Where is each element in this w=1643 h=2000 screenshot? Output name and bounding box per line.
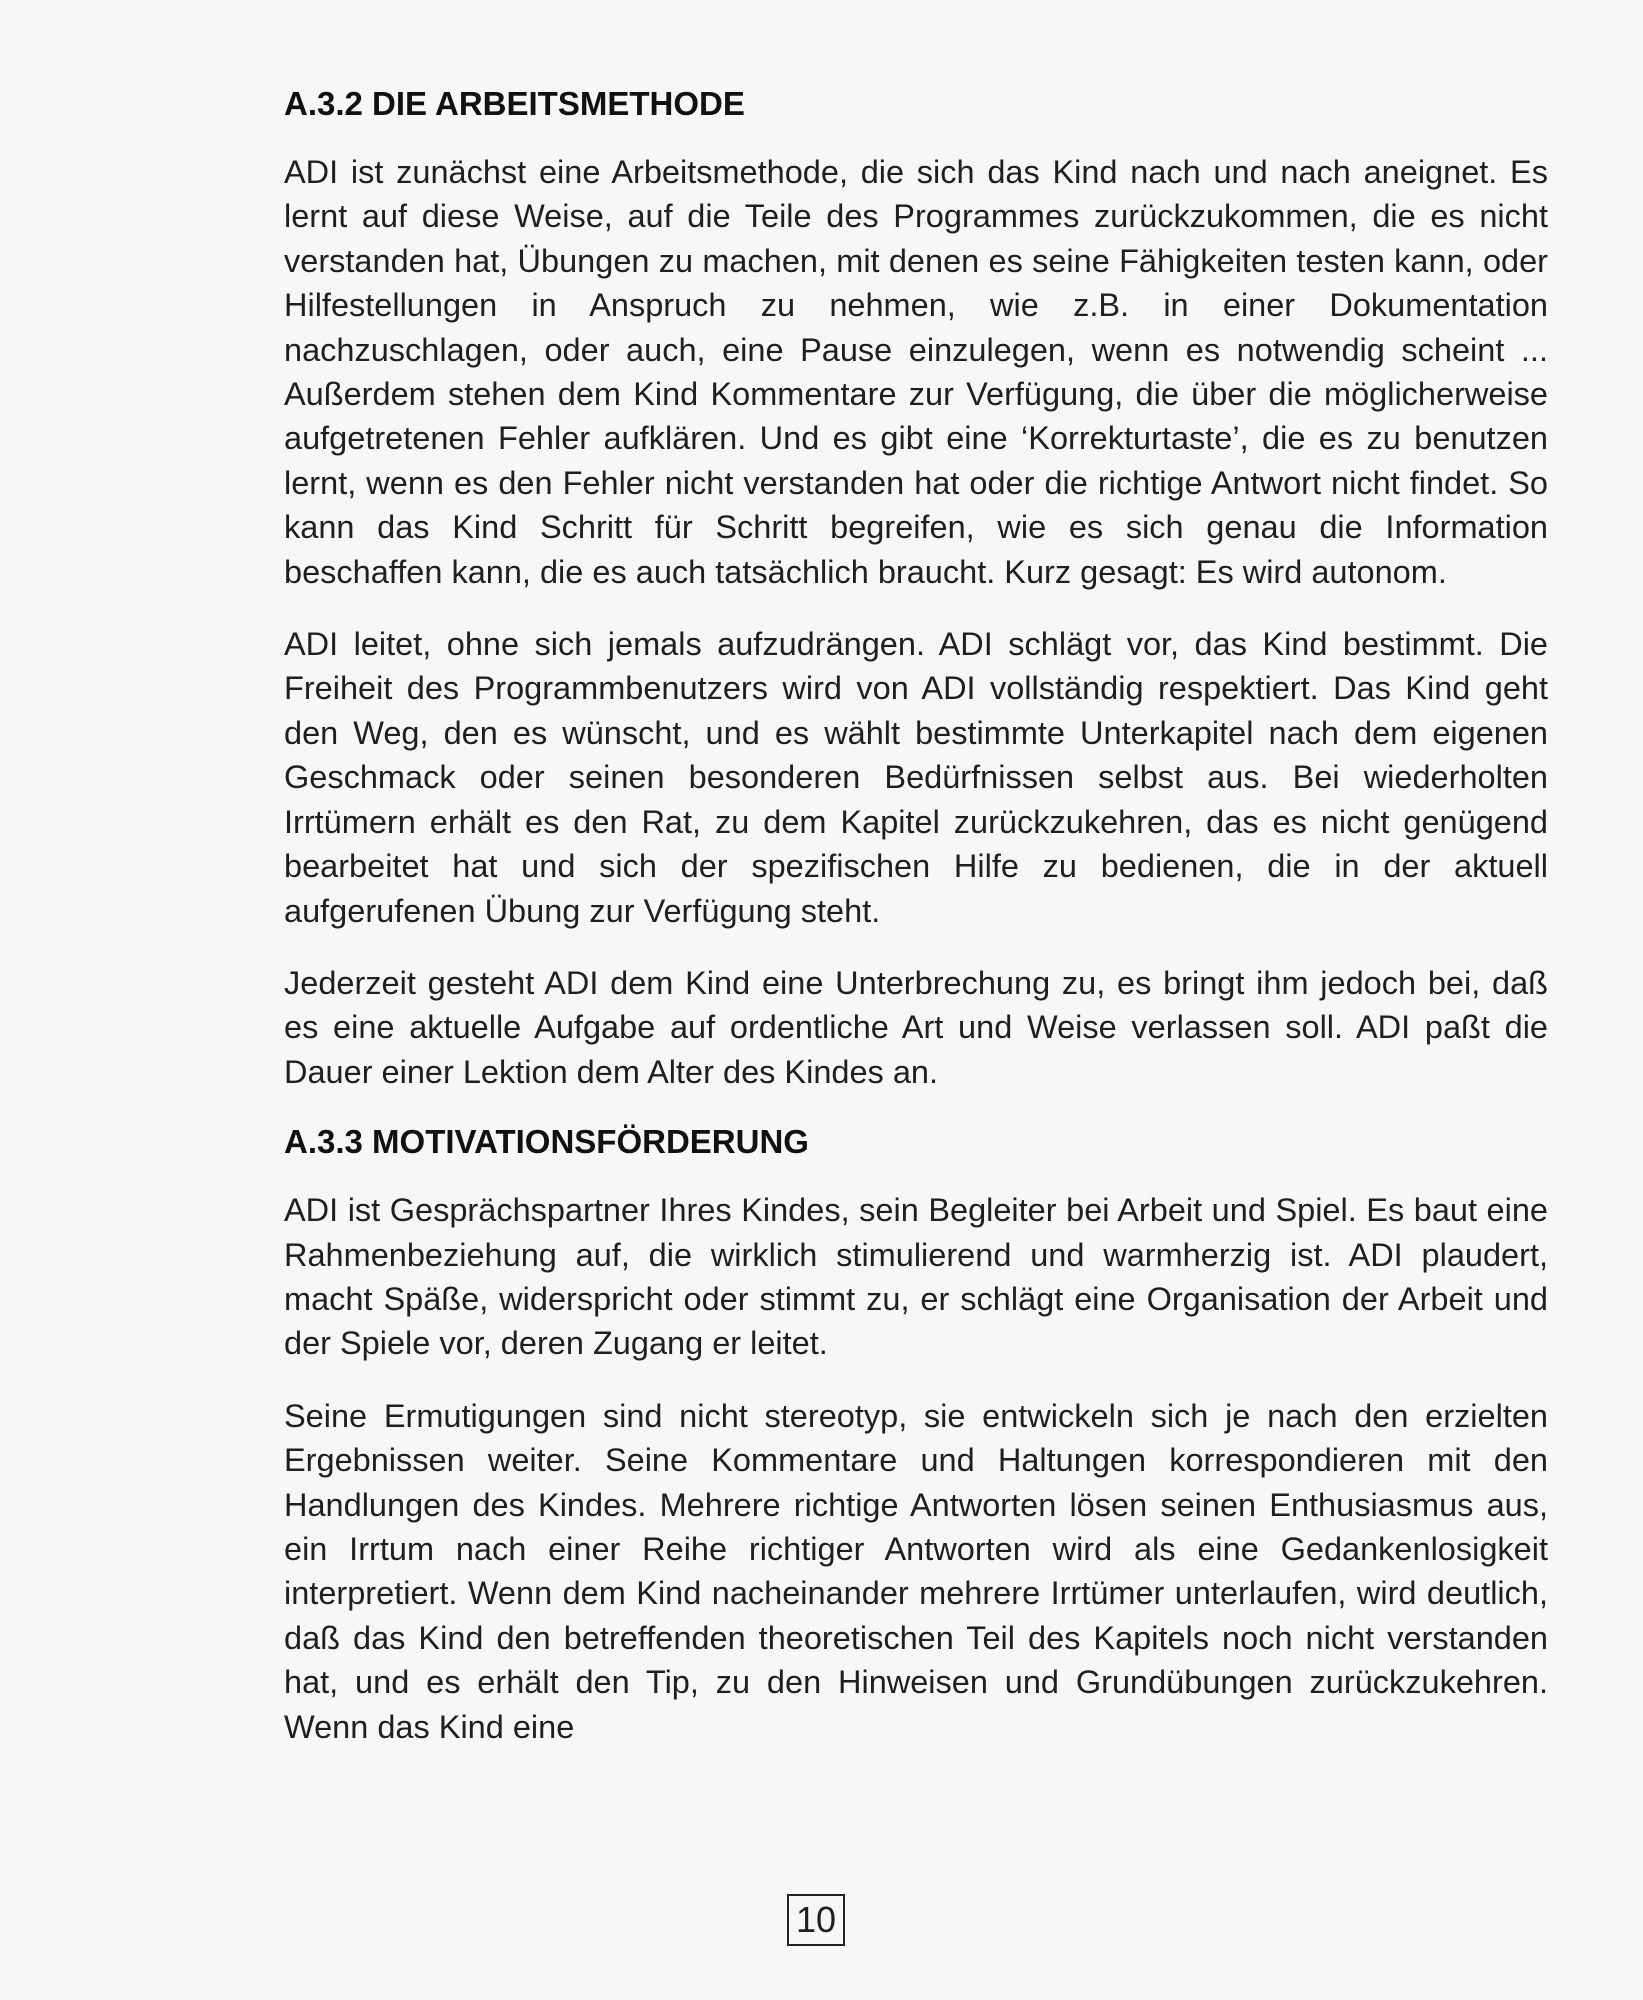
section-heading-motivationsfoerderung: A.3.3 MOTIVATIONSFÖRDERUNG: [284, 1123, 809, 1161]
section-heading-arbeitsmethode: A.3.2 DIE ARBEITSMETHODE: [284, 85, 745, 122]
paragraph-motivation-2: Seine Ermutigungen sind nicht stereotyp, sie entwickeln sich je nach den erzielten Ergebnissen weiter. Seine Kommentare und Haltungen korrespondieren mit den Handlungen des Kindes. Mehrere richtige Antworten lösen seinen Enthusiasmus aus, ein Irrtum nach einer Reihe richtiger Antworten wird als eine Gedankenlosigkeit interpretiert. Wenn dem Kind nacheinander mehrere Irrtümer unterlaufen, wird deutlich, daß das Kind den betreffenden theoretischen Teil des Kapitels noch nicht verstanden hat, und es erhält den Tip, zu den Hinweisen und Grundübungen zurückzukehren. Wenn das Kind eine: [284, 1397, 1548, 1745]
page-content: [284, 82, 1548, 1777]
paragraph-motivation-1: ADI ist Gesprächspartner Ihres Kindes, sein Begleiter bei Arbeit und Spiel. Es baut eine Rahmenbeziehung auf, die wirklich stimulierend und warmherzig ist. ADI plaudert, macht Späße, widerspricht oder stimmt zu, er schlägt eine Organisation der Arbeit und der Spiele vor, deren Zugang er leitet.: [284, 1192, 1548, 1362]
paragraph-arbeitsmethode-3: Jederzeit gesteht ADI dem Kind eine Unterbrechung zu, es bringt ihm jedoch bei, daß es eine aktuelle Aufgabe auf ordentliche Art und Weise verlassen soll. ADI paßt die Dauer einer Lektion dem Alter des Kindes an.: [284, 964, 1548, 1090]
paragraph-arbeitsmethode-1: ADI ist zunächst eine Arbeitsmethode, die sich das Kind nach und nach aneignet. Es lernt auf diese Weise, auf die Teile des Programmes zurückzukommen, die es nicht verstanden hat, Übungen zu machen, mit denen es seine Fähigkeiten testen kann, oder Hilfestellungen in Anspruch zu nehmen, wie z.B. in einer Dokumentation nachzuschlagen, oder auch, eine Pause einzulegen, wenn es notwendig scheint ... Außerdem stehen dem Kind Kommentare zur Verfügung, die über die möglicherweise aufgetretenen Fehler aufklären. Und es gibt eine ‘Korrekturtaste’, die es zu benutzen lernt, wenn es den Fehler nicht verstanden hat oder die richtige Antwort nicht findet. So kann das Kind Schritt für Schritt begreifen, wie es sich genau die Information beschaffen kann, die es auch tatsächlich braucht. Kurz gesagt: Es wird autonom.: [284, 154, 1548, 590]
page-number: 10: [787, 1894, 845, 1946]
paragraph-arbeitsmethode-2: ADI leitet, ohne sich jemals aufzudrängen. ADI schlägt vor, das Kind bestimmt. Die Freiheit des Programmbenutzers wird von ADI vollständig respektiert. Das Kind geht den Weg, den es wünscht, und es wählt bestimmte Unterkapitel nach dem eigenen Geschmack oder seinen besonderen Bedürfnissen selbst aus. Bei wiederholten Irrtümern erhält es den Rat, zu dem Kapitel zurückzukehren, das es nicht genügend bearbeitet hat und sich der spezifischen Hilfe zu bedienen, die in der aktuell aufgerufenen Übung zur Verfügung steht.: [284, 626, 1548, 929]
